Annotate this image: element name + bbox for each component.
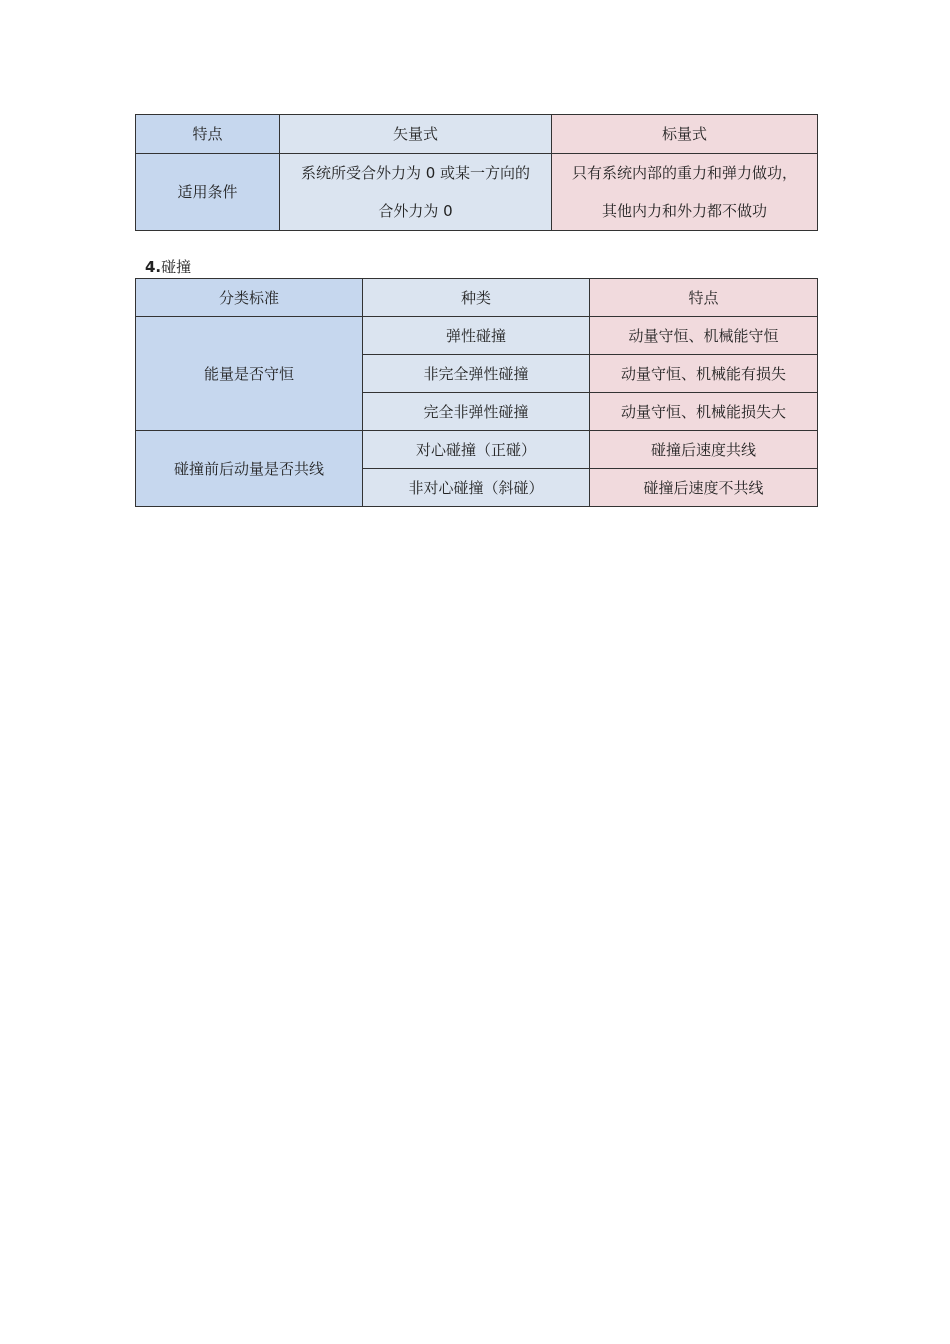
- feature-cell: 动量守恒、机械能有损失: [590, 355, 818, 393]
- section-number: 4.: [145, 258, 162, 276]
- vector-condition-cell: [280, 154, 552, 231]
- type-cell: 完全非弹性碰撞: [363, 393, 590, 431]
- type-cell: 对心碰撞（正碰）: [363, 431, 590, 469]
- feature-cell: 动量守恒、机械能守恒: [590, 317, 818, 355]
- criterion-direction: 碰撞前后动量是否共线: [136, 431, 363, 507]
- header-cell-criterion: 分类标准: [136, 279, 363, 317]
- table-row: [136, 154, 818, 231]
- conservation-table: [135, 114, 818, 231]
- vector-condition-line2: 合外力为 0: [378, 202, 453, 220]
- header-cell-vector: 矢量式: [280, 115, 552, 154]
- feature-cell: 碰撞后速度共线: [590, 431, 818, 469]
- vector-condition-line1: 系统所受合外力为 0 或某一方向的: [300, 164, 531, 182]
- scalar-condition-line1: 只有系统内部的重力和弹力做功，: [571, 164, 797, 182]
- criterion-energy: 能量是否守恒: [136, 317, 363, 431]
- collision-table: [135, 278, 818, 507]
- scalar-condition-line2: 其他内力和外力都不做功: [601, 202, 767, 220]
- table-row: [136, 431, 818, 469]
- header-cell-scalar: 标量式: [552, 115, 818, 154]
- feature-cell: 动量守恒、机械能损失大: [590, 393, 818, 431]
- type-cell: 非完全弹性碰撞: [363, 355, 590, 393]
- header-cell-feature: 特点: [590, 279, 818, 317]
- table-header-row: [136, 115, 818, 154]
- row-label-condition: 适用条件: [136, 154, 280, 231]
- feature-cell: 碰撞后速度不共线: [590, 469, 818, 507]
- type-cell: 弹性碰撞: [363, 317, 590, 355]
- header-cell-type: 种类: [363, 279, 590, 317]
- table-header-row: [136, 279, 818, 317]
- table-row: [136, 317, 818, 355]
- scalar-condition-cell: [552, 154, 818, 231]
- type-cell: 非对心碰撞（斜碰）: [363, 469, 590, 507]
- section-title: 碰撞: [161, 258, 192, 276]
- header-cell-feature: 特点: [136, 115, 280, 154]
- section-heading: [145, 256, 191, 278]
